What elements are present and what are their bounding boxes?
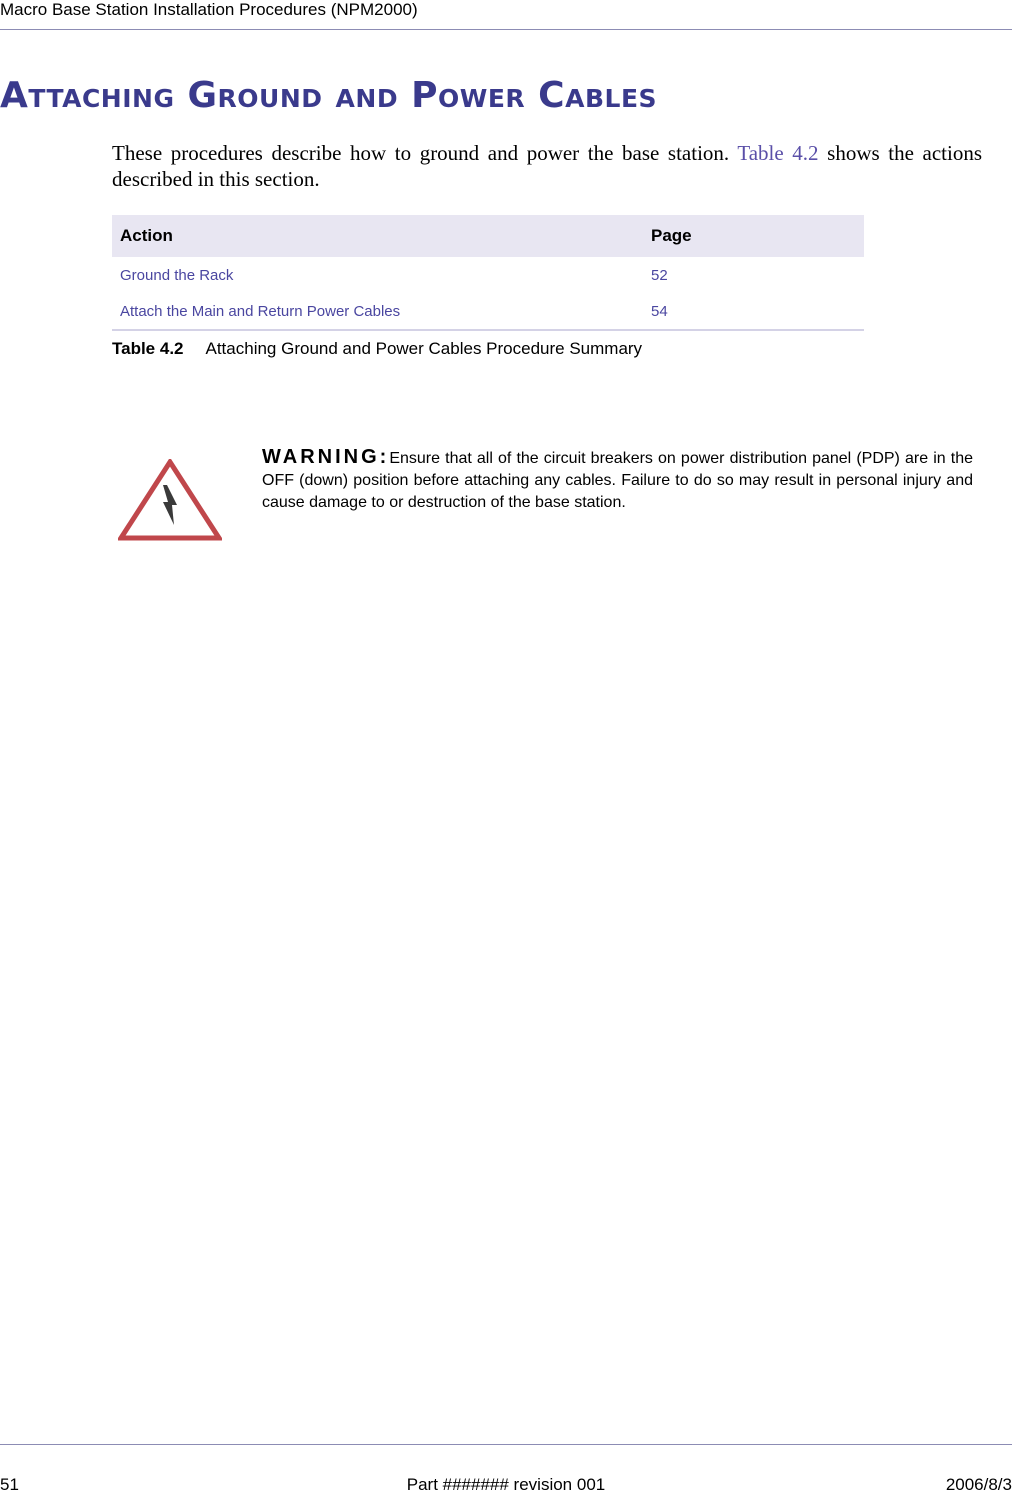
table-row: [112, 257, 864, 293]
intro-text-end: shows the actions described in this section.: [112, 141, 982, 191]
warning-notice: [262, 446, 973, 514]
table-caption-text: Attaching Ground and Power Cables Procedure Summary: [205, 339, 643, 358]
procedure-summary-table: [112, 215, 864, 331]
intro-paragraph: [112, 140, 982, 192]
section-title: Attaching Ground and Power Cables: [0, 75, 658, 116]
warning-label: WARNING:: [262, 446, 390, 468]
action-cell-attach-power-cables[interactable]: Attach the Main and Return Power Cables: [112, 293, 643, 330]
column-header-action: Action: [112, 215, 643, 257]
page-cell-ground-rack[interactable]: 52: [651, 266, 668, 284]
table-cross-reference-link[interactable]: Table 4.2: [737, 141, 819, 165]
intro-text-start: These procedures describe how to ground and power the base station.: [112, 141, 738, 165]
table-header-row: [112, 215, 864, 257]
running-header: [0, 0, 1012, 30]
action-cell-ground-rack[interactable]: Ground the Rack: [120, 266, 234, 284]
warning-text: Ensure that all of the circuit breakers on power distribution panel (PDP) are in the OFF (down) position before attaching any cables. Failure to do so may result in personal injury and cause damage to or destruction of the base station.: [262, 450, 973, 511]
footer-page-number: 51: [0, 1475, 19, 1494]
table-row: [112, 293, 864, 330]
column-header-page: Page: [643, 215, 864, 257]
footer-date: 2006/8/3: [945, 1475, 1012, 1494]
page-cell-attach-power-cables[interactable]: 54: [643, 293, 864, 330]
electrical-hazard-icon: [118, 459, 222, 541]
table-caption: [112, 338, 642, 360]
table-caption-number: Table 4.2: [112, 339, 184, 358]
running-footer: [0, 1444, 1012, 1495]
running-header-title: Macro Base Station Installation Procedures (NPM2000): [0, 0, 418, 19]
footer-part-number: Part ####### revision 001: [406, 1475, 606, 1494]
